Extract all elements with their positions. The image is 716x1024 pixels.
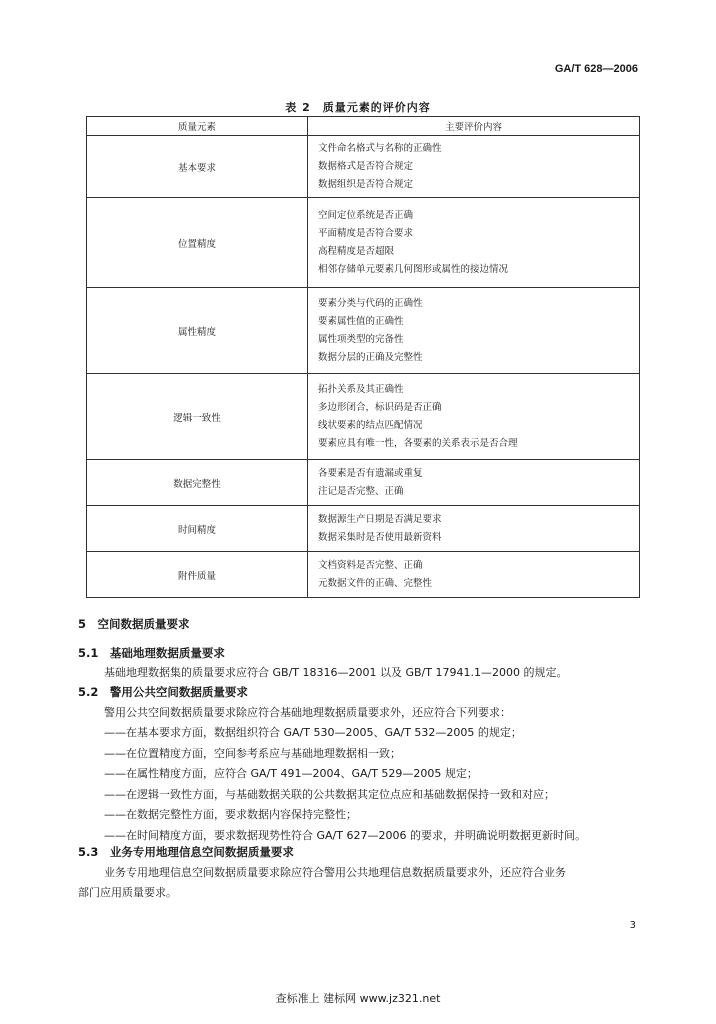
quality-element-cell: 逻辑一致性 — [87, 374, 308, 460]
section-5-3-title: 5.3 业务专用地理信息空间数据质量要求 — [78, 845, 294, 859]
evaluation-item: 属性项类型的完备性 — [318, 333, 404, 345]
evaluation-item: 相邻存储单元要素几何图形或属性的接边情况 — [318, 263, 509, 275]
table-row — [87, 460, 640, 506]
table-row — [87, 288, 640, 374]
evaluation-item: 各要素是否有遗漏或重复 — [318, 467, 423, 479]
table-row — [87, 374, 640, 460]
document-code: GA/T 628—2006 — [554, 63, 638, 75]
column-header: 质量元素 — [87, 117, 308, 136]
quality-element-cell: 附件质量 — [87, 552, 308, 598]
table-header-row — [87, 117, 640, 136]
evaluation-item: 空间定位系统是否正确 — [318, 209, 414, 221]
evaluation-item: 多边形闭合，标识码是否正确 — [318, 401, 442, 413]
footer-watermark[interactable]: 查标准上 建标网 www.jz321.net — [275, 992, 441, 1005]
evaluation-content-cell — [308, 198, 640, 288]
quality-element-cell: 属性精度 — [87, 288, 308, 374]
quality-element-cell: 数据完整性 — [87, 460, 308, 506]
evaluation-item: 数据格式是否符合规定 — [318, 160, 414, 172]
quality-element-cell: 基本要求 — [87, 136, 308, 198]
section-5-1-title: 5.1 基础地理数据质量要求 — [78, 646, 225, 660]
evaluation-item: 数据分层的正确及完整性 — [318, 351, 423, 363]
column-header: 主要评价内容 — [308, 117, 640, 136]
section-5-3-line1: 业务专用地理信息空间数据质量要求除应符合警用公共地理信息数据质量要求外，还应符合业务 — [104, 866, 566, 879]
table-row — [87, 552, 640, 598]
section-5-1-text: 基础地理数据集的质量要求应符合 GB/T 18316—2001 以及 GB/T 17941.1—2000 的规定。 — [104, 666, 568, 679]
quality-element-cell: 位置精度 — [87, 198, 308, 288]
list-item: ——在属性精度方面，应符合 GA/T 491—2004、GA/T 529—2005 规定； — [104, 767, 478, 780]
evaluation-content-cell — [308, 460, 640, 506]
evaluation-item: 注记是否完整、正确 — [318, 485, 404, 497]
list-item: ——在逻辑一致性方面，与基础数据关联的公共数据其定位点应和基础数据保持一致和对应； — [104, 788, 555, 801]
evaluation-item: 平面精度是否符合要求 — [318, 227, 414, 239]
section-5-2-title: 5.2 警用公共空间数据质量要求 — [78, 685, 248, 699]
quality-element-table — [86, 116, 640, 598]
evaluation-content-cell — [308, 506, 640, 552]
section-5-2-intro: 警用公共空间数据质量要求除应符合基础地理数据质量要求外，还应符合下列要求： — [104, 706, 511, 719]
table-caption: 表 2 质量元素的评价内容 — [285, 101, 431, 114]
evaluation-item: 高程精度是否超限 — [318, 245, 395, 257]
page-number: 3 — [629, 920, 636, 931]
evaluation-item: 文档资料是否完整、正确 — [318, 559, 423, 571]
table-row — [87, 136, 640, 198]
evaluation-item: 要素分类与代码的正确性 — [318, 297, 423, 309]
quality-element-cell: 时间精度 — [87, 506, 308, 552]
evaluation-content-cell — [308, 552, 640, 598]
evaluation-item: 数据源生产日期是否满足要求 — [318, 513, 442, 525]
evaluation-item: 数据组织是否符合规定 — [318, 178, 414, 190]
list-item: ——在位置精度方面，空间参考系应与基础地理数据相一致； — [104, 747, 401, 760]
evaluation-item: 要素属性值的正确性 — [318, 315, 404, 327]
evaluation-content-cell — [308, 374, 640, 460]
list-item: ——在数据完整性方面，要求数据内容保持完整性； — [104, 808, 357, 821]
evaluation-item: 拓扑关系及其正确性 — [318, 383, 404, 395]
evaluation-item: 线状要素的结点匹配情况 — [318, 419, 423, 431]
evaluation-content-cell — [308, 288, 640, 374]
table-row — [87, 506, 640, 552]
evaluation-item: 元数据文件的正确、完整性 — [318, 577, 433, 589]
list-item: ——在时间精度方面，要求数据现势性符合 GA/T 627—2006 的要求，并明确说明数据更新时间。 — [104, 829, 586, 842]
evaluation-item: 文件命名格式与名称的正确性 — [318, 142, 442, 154]
section-5-title: 5 空间数据质量要求 — [78, 617, 190, 631]
list-item: ——在基本要求方面，数据组织符合 GA/T 530—2005、GA/T 532—2005 的规定； — [104, 726, 522, 739]
evaluation-content-cell — [308, 136, 640, 198]
evaluation-item: 数据采集时是否使用最新资料 — [318, 531, 442, 543]
section-5-3-line2: 部门应用质量要求。 — [78, 886, 177, 899]
evaluation-item: 要素应具有唯一性，各要素的关系表示是否合理 — [318, 437, 518, 449]
table-row — [87, 198, 640, 288]
